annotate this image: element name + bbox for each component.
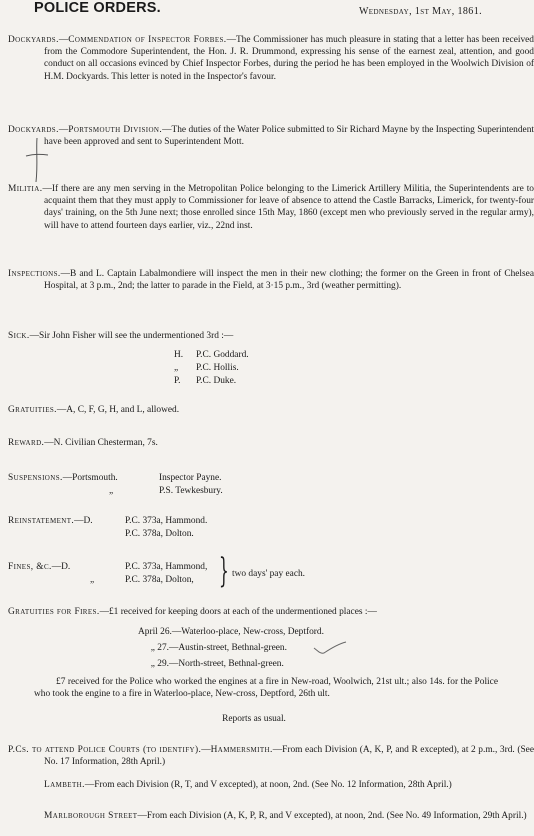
section-text: Sir John Fisher will see the undermentioned 3rd :— [39,331,234,341]
section-label: Fines, &c. [8,562,52,572]
division-letter: „ [174,363,179,373]
sick-row [174,362,239,374]
constable-name: P.C. Goddard. [196,350,249,360]
section-text: N. Civilian Chesterman, 7s. [53,438,158,448]
section-label: Reinstatement. [8,516,75,526]
court-name: Hammersmith. [210,745,273,755]
section-label: Suspensions. [8,473,63,483]
fire-date: „ 29. [150,659,169,669]
fine-penalty: two days' pay each. [232,569,306,579]
section-gratuities-fires: Gratuities for Fires.—£1 received for keeping doors at each of the undermentioned places :— [8,607,377,617]
sick-row [174,349,249,361]
court-lambeth: Lambeth.—From each Division (R, T, and V excepted), at noon, 2nd. (See No. 12 Information, 28th April.) [44,780,452,790]
fined-constable: P.C. 373a, Hammond, [125,562,208,572]
section-label: P.Cs. to attend Police Courts (to identify). [8,745,202,755]
fire-item: „ 29.—North-street, Bethnal-green. [138,658,284,670]
section-suspensions: Suspensions.—Portsmouth. [8,473,118,483]
ditto-mark: „ [90,575,95,585]
suspension-name: P.S. Tewkesbury. [159,486,223,496]
section-text: B and L. Captain Labalmondiere will inspect the men in their new clothing; the former on the Green in front of Chelsea Hospital, at 3 p.m., 2nd; the latter to parade in the Field, at 3·15 p.m., 3rd (weather permitting). [44,269,534,292]
section-text: The Commissioner has much pleasure in stating that a letter has been received from the Commodore Superintendent, the Hon. J. R. Drummond, expressing his sense of the earnest zeal, attention, and good conduct on all occasions evinced by Chief Inspector Forbes, during the period he has been employed in the Woolwich Division of H.M. Dockyards. This letter is noted in the Inspector's favour. [44,35,534,82]
page-date: Wednesday, 1st May, 1861. [358,6,482,17]
court-marlborough: Marlborough Street—From each Division (A, K, P, R, and V excepted), at noon, 2nd. (See No. 49 Information, 29th April.) [44,811,527,821]
section-gratuities: Gratuities.—A, C, F, G, H, and L, allowed. [8,405,180,415]
section-police-courts: P.Cs. to attend Police Courts (to identify).—Hammersmith.—From each Division (A, K, P, and R excepted), at 2 p.m., 3rd. (See No. 17 Information, 28th April.) [8,745,534,768]
sick-row [174,375,236,387]
section-label: Sick. [8,331,30,341]
section-inspections: Inspections.—B and L. Captain Labalmondiere will inspect the men in their new clothing; the former on the Green in front of Chelsea Hospital, at 3 p.m., 2nd; the latter to parade in the Field, at 3·15 p.m., 3rd (weather permitting). [8,269,534,292]
fire-date: „ 27. [150,643,169,653]
division-letter: D. [61,562,71,572]
section-label: Inspections. [8,269,61,279]
section-subheading: Portsmouth Division. [68,125,163,135]
ditto-mark: „ [109,486,114,496]
fire-item: „ 27.—Austin-street, Bethnal-green. [138,642,287,654]
section-label: Gratuities. [8,405,57,415]
fire-item: April 26.—Waterloo-place, New-cross, Deptford. [138,627,324,637]
court-name: Marlborough Street [44,811,138,821]
reinstated-constable: P.C. 373a, Hammond. [125,516,208,526]
fire-place: Austin-street, Bethnal-green. [178,643,287,653]
reinstated-constable: P.C. 378a, Dolton. [125,529,194,539]
section-reinstatement: Reinstatement.—D. [8,516,93,526]
division-letter: D. [83,516,93,526]
fire-date: April 26. [138,627,172,637]
section-subheading: Commendation of Inspector Forbes. [68,35,227,45]
section-label: Militia. [8,184,43,194]
section-text: If there are any men serving in the Metropolitan Police belonging to the Limerick Artillery Militia, the Superintendents are to acquaint them that they must apply to Commissioner for leave of absence to attend the Castle Barracks, Limerick, for twenty-four days' training, on the 5th June next; those enrolled since 15th May, 1860 (except men who previously served in the regular army), will have to attend fourteen days earlier, viz., 22nd inst. [44,184,534,231]
fined-constable: P.C. 378a, Dolton, [125,575,194,585]
section-text: A, C, F, G, H, and L, allowed. [66,405,180,415]
handwritten-cross-mark [24,136,50,184]
fire-place: Waterloo-place, New-cross, Deptford. [181,627,324,637]
reports-note: Reports as usual. [222,714,286,724]
section-dockyards-portsmouth: Dockyards.—Portsmouth Division.—The duties of the Water Police submitted to Sir Richard Mayne by the Inspecting Superintendent have been approved and sent to Superintendent Mott. [8,125,534,148]
section-militia: Militia.—If there are any men serving in the Metropolitan Police belonging to the Limerick Artillery Militia, the Superintendents are to acquaint them that they must apply to Commissioner for leave of absence to attend the Castle Barracks, Limerick, for twenty-four days' training, on the 5th June next; those enrolled since 15th May, 1860 (except men who previously served in the regular army), will have to attend fourteen days earlier, viz., 22nd inst. [8,184,534,231]
division-letter: P. [174,376,181,386]
section-text: The duties of the Water Police submitted to Sir Richard Mayne by the Inspecting Superintendent have been approved and sent to Superintendent Mott. [44,125,534,148]
constable-name: P.C. Hollis. [196,363,239,373]
division-letter: H. [174,350,184,360]
section-reward: Reward.—N. Civilian Chesterman, 7s. [8,438,158,448]
handwritten-check-mark [312,640,348,656]
section-dockyards-commendation: Dockyards.—Commendation of Inspector Forbes.—The Commissioner has much pleasure in stating that a letter has been received from the Commodore Superintendent, the Hon. J. R. Drummond, expressing his sense of the earnest zeal, attention, and good conduct on all occasions evinced by Chief Inspector Forbes, during the period he has been employed in the Woolwich Division of H.M. Dockyards. This letter is noted in the Inspector's favour. [8,35,534,82]
section-label: Gratuities for Fires. [8,607,100,617]
section-label: Dockyards. [8,35,59,45]
court-name: Lambeth. [44,780,85,790]
section-fines: Fines, &c.—D. [8,562,71,572]
court-text: From each Division (R, T, and V excepted), at noon, 2nd. (See No. 12 Information, 28th April.) [94,780,452,790]
fire-place: North-street, Bethnal-green. [178,659,284,669]
page-title: POLICE ORDERS. [34,0,161,16]
court-text: From each Division (A, K, P, and R excepted), at 2 p.m., 3rd. (See No. 17 Information, 28th April.) [44,745,534,768]
section-sick: Sick.—Sir John Fisher will see the undermentioned 3rd :— [8,331,234,341]
section-label: Reward. [8,438,45,448]
section-text: £1 received for keeping doors at each of the undermentioned places :— [108,607,377,617]
court-text: From each Division (A, K, P, R, and V excepted), at noon, 2nd. (See No. 49 Information, 29th April.) [146,811,527,821]
suspension-name: Inspector Payne. [159,473,222,483]
suspension-division: Portsmouth. [72,473,118,483]
fires-engine-paragraph: £7 received for the Police who worked the engines at a fire in New-road, Woolwich, 21st ult.; also 14s. for the Police who took the engine to a fire in Waterloo-place, New-cross, Deptford, 26th ult. [34,677,498,700]
section-label: Dockyards. [8,125,59,135]
constable-name: P.C. Duke. [196,376,237,386]
brace-symbol: } [218,551,229,591]
